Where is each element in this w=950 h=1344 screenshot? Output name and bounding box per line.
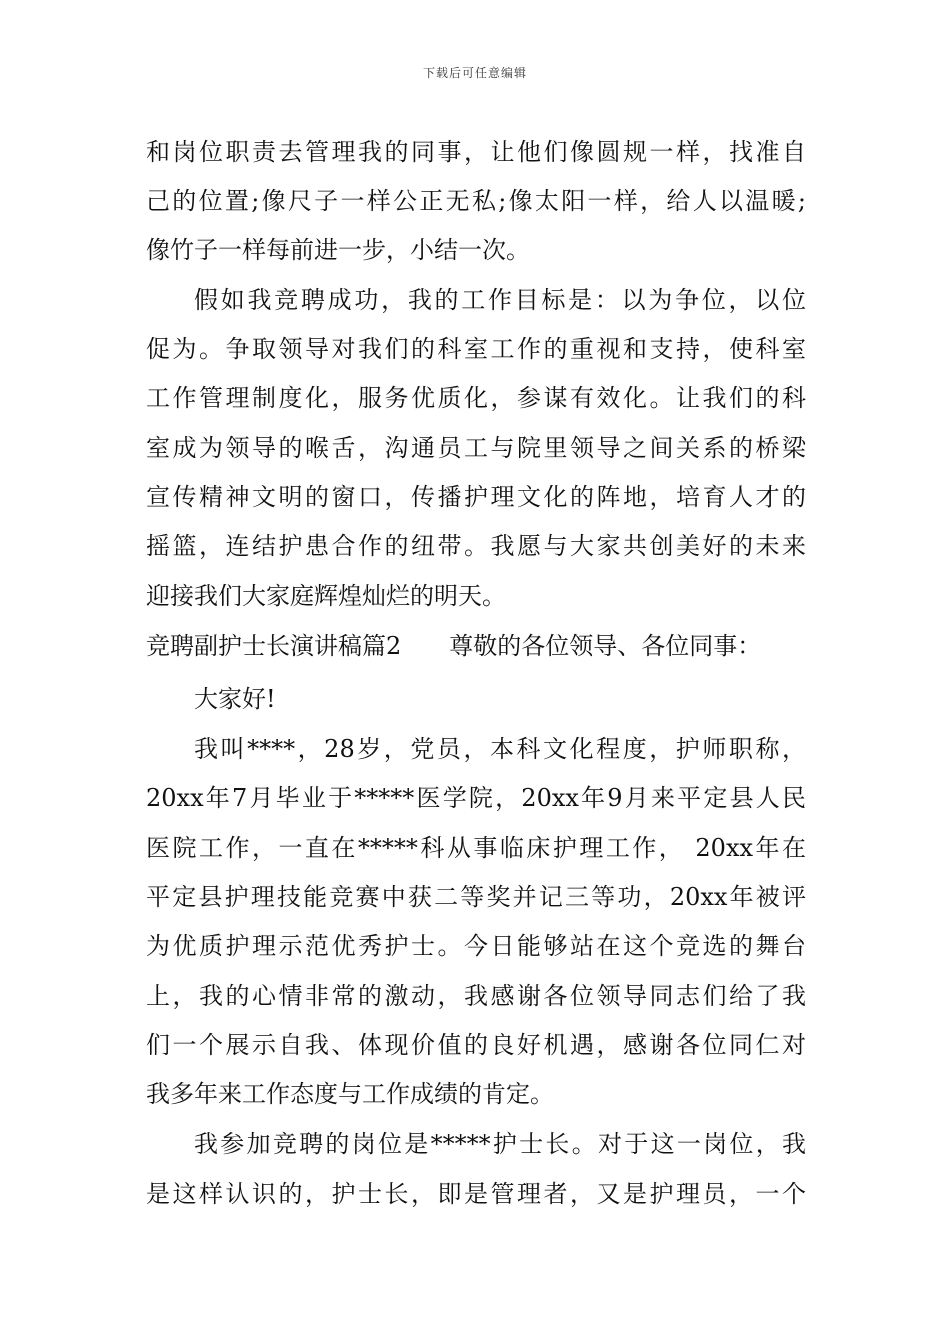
text-line: 促为。争取领导对我们的科室工作的重视和支持，使科室 [146, 335, 806, 363]
text-line: 医院工作，一直在*****科从事临床护理工作， 20xx年在 [146, 834, 806, 862]
paragraph-first-line: 假如我竞聘成功，我的工作目标是：以为争位，以位 [194, 286, 806, 314]
text-line: 宣传精神文明的窗口，传播护理文化的阵地，培育人才的 [146, 483, 806, 511]
greeting-line: 大家好! [194, 685, 276, 713]
text-line: 像竹子一样每前进一步，小结一次。 [146, 236, 530, 264]
text-line: 摇篮，连结护患合作的纽带。我愿与大家共创美好的未来 [146, 532, 806, 560]
text-line: 是这样认识的，护士长，即是管理者，又是护理员，一个 [146, 1180, 806, 1208]
text-line: 室成为领导的喉舌，沟通员工与院里领导之间关系的桥梁 [146, 434, 806, 462]
text-line: 上，我的心情非常的激动，我感谢各位领导同志们给了我 [146, 982, 806, 1010]
text-line: 迎接我们大家庭辉煌灿烂的明天。 [146, 582, 506, 610]
text-line: 平定县护理技能竞赛中获二等奖并记三等功，20xx年被评 [146, 883, 806, 911]
text-line: 20xx年7月毕业于*****医学院，20xx年9月来平定县人民 [146, 784, 806, 812]
text-line: 们一个展示自我、体现价值的良好机遇，感谢各位同仁对 [146, 1031, 806, 1059]
text-line: 己的位置;像尺子一样公正无私;像太阳一样，给人以温暖; [146, 187, 806, 215]
paragraph-first-line: 我参加竞聘的岗位是*****护士长。对于这一岗位，我 [194, 1130, 806, 1158]
text-line: 和岗位职责去管理我的同事，让他们像圆规一样，找准自 [146, 138, 806, 166]
text-line: 工作管理制度化，服务优质化，参谋有效化。让我们的科 [146, 384, 806, 412]
text-line: 为优质护理示范优秀护士。今日能够站在这个竞选的舞台 [146, 932, 806, 960]
page-header-note: 下载后可任意编辑 [422, 66, 527, 80]
paragraph-first-line: 我叫****，28岁，党员，本科文化程度，护师职称， [194, 735, 806, 763]
text-line: 我多年来工作态度与工作成绩的肯定。 [146, 1080, 554, 1108]
section-heading-line: 竞聘副护士长演讲稿篇2 尊敬的各位领导、各位同事： [146, 632, 762, 660]
